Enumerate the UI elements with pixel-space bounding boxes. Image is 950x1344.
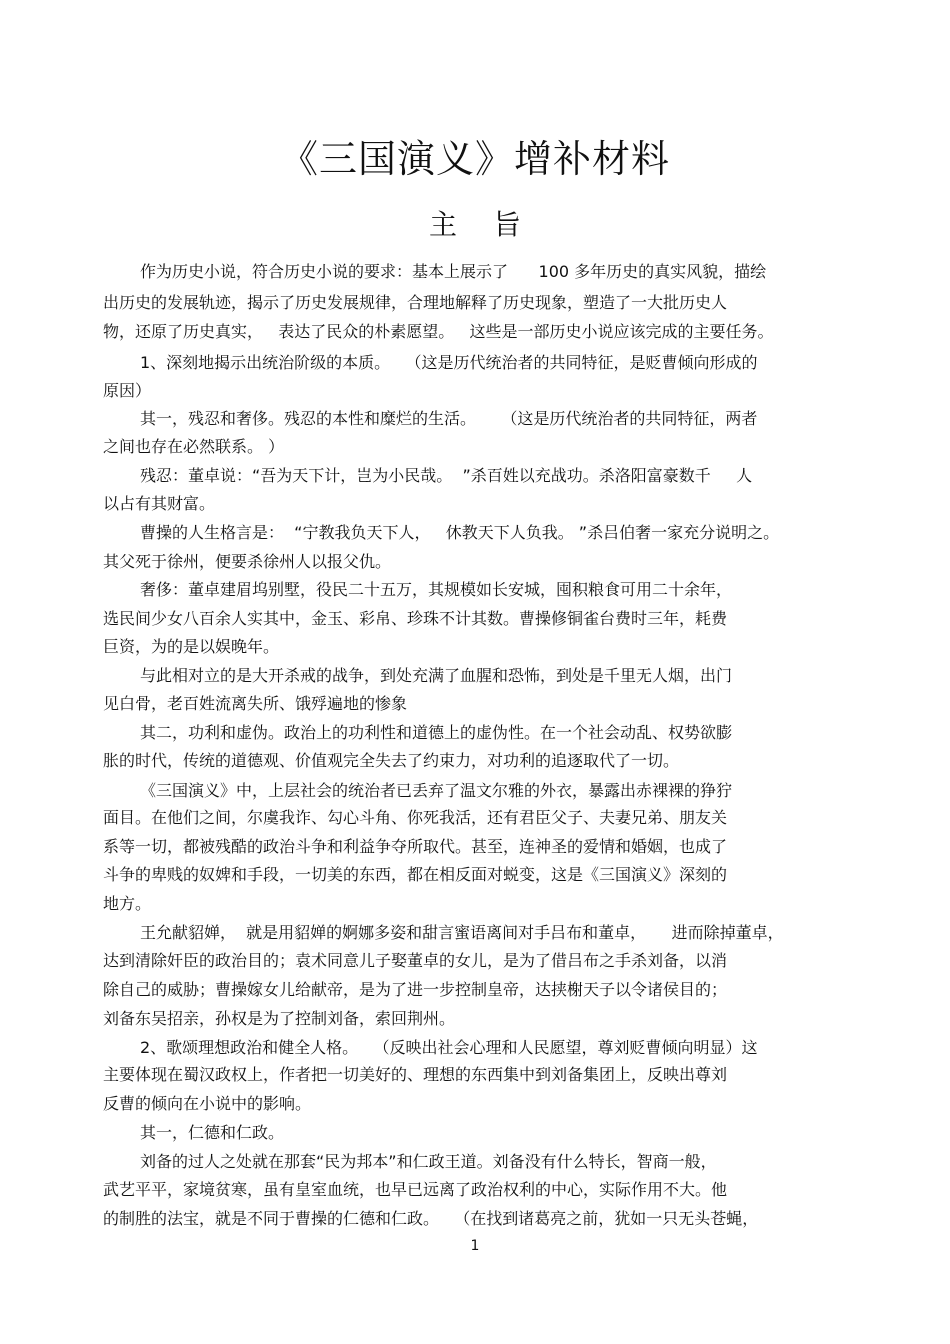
paragraph-line: 刘备的过人之处就在那套“民为邦本”和仁政王道。刘备没有什么特长，智商一般， <box>140 1152 717 1171</box>
paragraph-line: 原因） <box>103 381 152 400</box>
page-number: 1 <box>470 1238 480 1254</box>
paragraph-line: 其父死于徐州，便要杀徐州人以报父仇。 <box>103 552 392 571</box>
paragraph-line: 作为历史小说，符合历史小说的要求：基本上展示了 100 多年历史的真实风貌，描绘 <box>140 262 767 281</box>
paragraph-line: 胀的时代，传统的道德观、价值观完全失去了约束力，对功利的追逐取代了一切。 <box>103 751 680 770</box>
paragraph-line: 的制胜的法宝，就是不同于曹操的仁德和仁政。 （在找到诸葛亮之前，犹如一只无头苍蝇， <box>103 1209 759 1228</box>
paragraph-line: 地方。 <box>103 894 152 913</box>
document-subtitle: 主旨 <box>428 208 557 241</box>
paragraph-line: 物，还原了历史真实， 表达了民众的朴素愿望。 这些是一部历史小说应该完成的主要任务。 <box>103 322 774 341</box>
paragraph-line: 与此相对立的是大开杀戒的战争，到处充满了血腥和恐怖，到处是千里无人烟，出门 <box>140 666 733 685</box>
paragraph-line: 王允献貂婵， 就是用貂婵的婀娜多姿和甜言蜜语离间对手吕布和董卓， 进而除掉董卓， <box>140 923 784 942</box>
paragraph-line: 1、深刻地揭示出统治阶级的本质。 （这是历代统治者的共同特征，是贬曹倾向形成的 <box>140 353 758 372</box>
paragraph-line: 除自己的威胁；曹操嫁女儿给献帝，是为了进一步控制皇帝，达挟榭天子以令诸侯目的； <box>103 980 728 999</box>
paragraph-line: 武艺平平，家境贫寒，虽有皇室血统，也早已远离了政治权利的中心，实际作用不大。他 <box>103 1180 728 1199</box>
paragraph-line: 刘备东吴招亲，孙权是为了控制刘备，索回荆州。 <box>103 1009 456 1028</box>
paragraph-line: 其一，残忍和奢侈。残忍的本性和糜烂的生活。 （这是历代统治者的共同特征，两者 <box>140 409 758 428</box>
paragraph-line: 其二，功利和虚伪。政治上的功利性和道德上的虚伪性。在一个社会动乱、权势欲膨 <box>140 723 733 742</box>
paragraph-line: 斗争的卑贱的奴婢和手段，一切美的东西，都在相反面对蜕变，这是《三国演义》深刻的 <box>103 865 728 884</box>
paragraph-line: 反曹的倾向在小说中的影响。 <box>103 1094 312 1113</box>
paragraph-line: 残忍：董卓说：“吾为天下计，岂为小民哉。 ”杀百姓以充战功。杀洛阳富豪数千 人 <box>140 466 753 485</box>
paragraph-line: 《三国演义》中，上层社会的统治者已丢弃了温文尔雅的外衣，暴露出赤裸裸的狰狞 <box>140 781 733 800</box>
paragraph-line: 2、歌颂理想政治和健全人格。 （反映出社会心理和人民愿望，尊刘贬曹倾向明显）这 <box>140 1038 758 1057</box>
document-title: 《三国演义》增补材料 <box>279 137 670 181</box>
paragraph-line: 达到清除奸臣的政治目的；袁术同意儿子娶董卓的女儿，是为了借吕布之手杀刘备，以消 <box>103 951 728 970</box>
paragraph-line: 巨资，为的是以娱晚年。 <box>103 637 280 656</box>
paragraph-line: 之间也存在必然联系。 ） <box>103 437 285 456</box>
paragraph-line: 奢侈：董卓建眉坞别墅，役民二十五万，其规模如长安城，囤积粮食可用二十余年， <box>140 580 733 599</box>
paragraph-line: 面目。在他们之间，尔虞我诈、勾心斗角、你死我活，还有君臣父子、夫妻兄弟、朋友关 <box>103 808 728 827</box>
paragraph-line: 选民间少女八百余人实其中，金玉、彩帛、珍珠不计其数。曹操修铜雀台费时三年，耗费 <box>103 609 728 628</box>
paragraph-line: 系等一切，都被残酷的政治斗争和利益争夺所取代。甚至，连神圣的爱情和婚姻，也成了 <box>103 837 728 856</box>
paragraph-line: 主要体现在蜀汉政权上，作者把一切美好的、理想的东西集中到刘备集团上，反映出尊刘 <box>103 1065 728 1084</box>
paragraph-line: 以占有其财富。 <box>103 494 216 513</box>
paragraph-line: 其一，仁德和仁政。 <box>140 1123 285 1142</box>
paragraph-line: 曹操的人生格言是： “宁教我负天下人， 休教天下人负我。 ”杀吕伯奢一家充分说明之。 <box>140 523 780 542</box>
paragraph-line: 出历史的发展轨迹，揭示了历史发展规律，合理地解释了历史现象，塑造了一大批历史人 <box>103 293 728 312</box>
paragraph-line: 见白骨，老百姓流离失所、饿殍遍地的惨象 <box>103 694 408 713</box>
